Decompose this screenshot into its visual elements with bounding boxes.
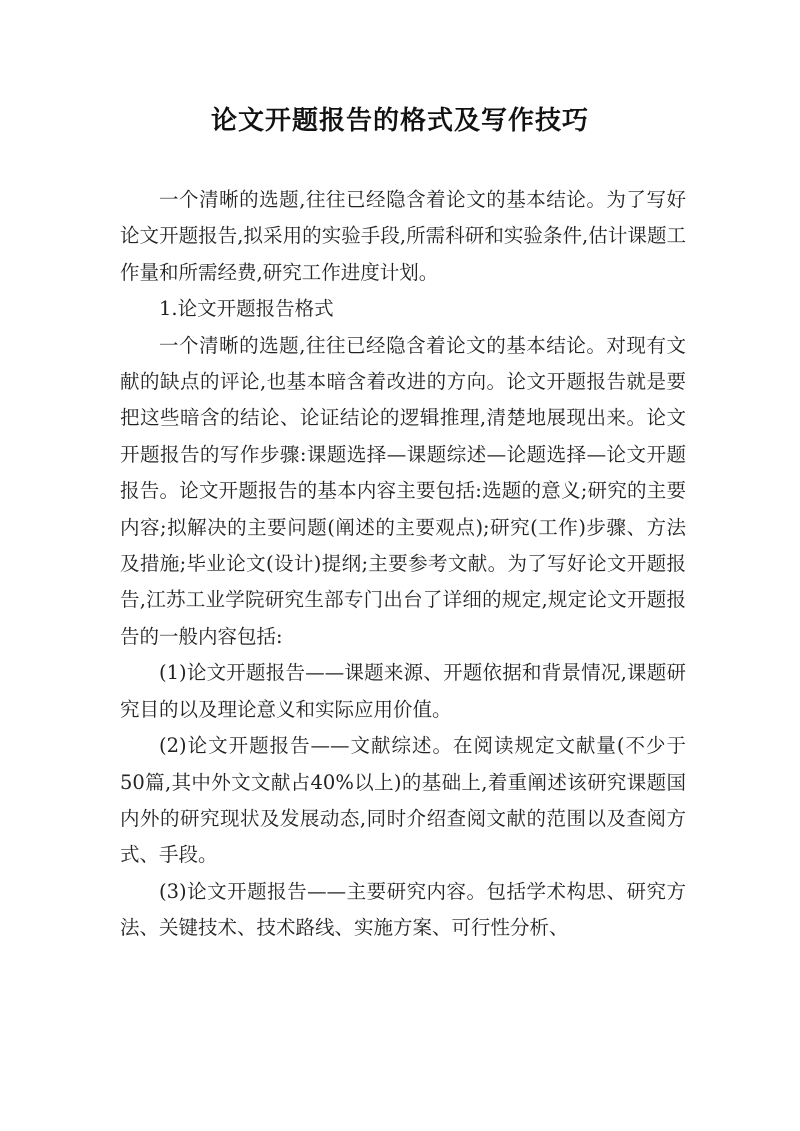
paragraph-format: 一个清晰的选题,往往已经隐含着论文的基本结论。对现有文献的缺点的评论,也基本暗含着改进的方向。论文开题报告就是要把这些暗含的结论、论证结论的逻辑推理,清楚地展现出来。论文开题报告的写作步骤:课题选择—课题综述—论题选择—论文开题报告。论文开题报告的基本内容主要包括:选题的意义;研究的主要内容;拟解决的主要问题(阐述的主要观点);研究(工作)步骤、方法及措施;毕业论文(设计)提纲;主要参考文献。为了写好论文开题报告,江苏工业学院研究生部专门出台了详细的规定,规定论文开题报告的一般内容包括: [120, 333, 686, 648]
paragraph-item-1: (1)论文开题报告——课题来源、开题依据和背景情况,课题研究目的以及理论意义和实际应用价值。 [120, 661, 686, 721]
paragraph-item-3: (3)论文开题报告——主要研究内容。包括学术构思、研究方法、关键技术、技术路线、实施方案、可行性分析、 [120, 879, 686, 940]
document-body [120, 182, 686, 947]
paragraph-item-2: (2)论文开题报告——文献综述。在阅读规定文献量(不少于50篇,其中外文文献占40%以上)的基础上,着重阐述该研究课题国内外的研究现状及发展动态,同时介绍查阅文献的范围以及查阅方式、手段。 [120, 734, 686, 867]
paragraph-intro: 一个清晰的选题,往往已经隐含着论文的基本结论。为了写好论文开题报告,拟采用的实验手段,所需科研和实验条件,估计课题工作量和所需经费,研究工作进度计划。 [120, 188, 686, 284]
section-heading: 1.论文开题报告格式 [159, 297, 334, 321]
document-title: 论文开题报告的格式及写作技巧 [210, 106, 589, 136]
